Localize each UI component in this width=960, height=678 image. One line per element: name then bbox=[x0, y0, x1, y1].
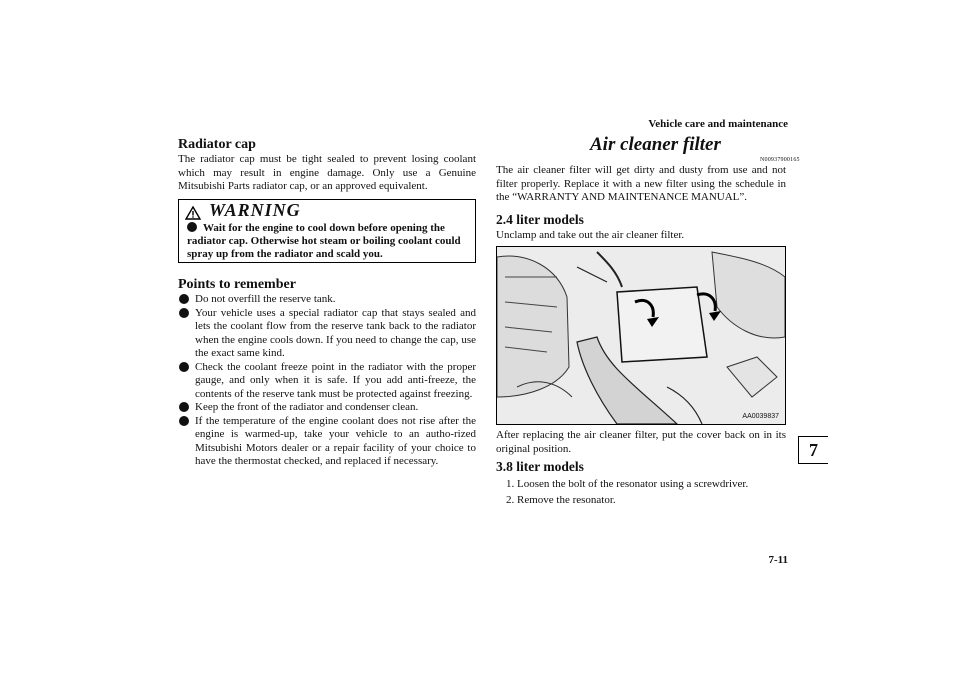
list-item-text: Keep the front of the radiator and condenser clean. bbox=[195, 401, 419, 413]
list-item-text: If the temperature of the engine coolant does not rise after the engine is warmed-up, take your vehicle to an autho-rized Mitsubishi Motors dealer or a repair facility of your choice to have the thermostat checked, and replaced if necessary. bbox=[195, 414, 476, 467]
list-item bbox=[178, 307, 476, 361]
warning-box bbox=[178, 199, 476, 263]
list-item-text: Your vehicle uses a special radiator cap that stays sealed and lets the coolant flow from the reserve tank back to the radiator when the engine cools down. If you need to change the cap, use the exact same kind. bbox=[195, 306, 476, 359]
list-item: 2. Remove the resonator. bbox=[506, 494, 616, 506]
heading-24-liter: 2.4 liter models bbox=[496, 212, 584, 227]
bullet-icon bbox=[179, 402, 189, 412]
list-item-text: Do not overfill the reserve tank. bbox=[195, 293, 336, 305]
warning-title: WARNING bbox=[209, 200, 301, 220]
chapter-tab: 7 bbox=[798, 436, 828, 464]
warning-text-content: Wait for the engine to cool down before opening the radiator cap. Otherwise hot steam or boiling coolant could spray up from the radiator and scald you. bbox=[187, 222, 461, 260]
heading-38-liter: 3.8 liter models bbox=[496, 459, 584, 474]
warning-triangle-icon bbox=[185, 206, 201, 220]
bullet-icon bbox=[179, 416, 189, 426]
list-item bbox=[178, 361, 476, 402]
engine-photo bbox=[496, 246, 786, 425]
after-image-text: After replacing the air cleaner filter, put the cover back on in its original position. bbox=[496, 429, 786, 455]
section-title: Air cleaner filter bbox=[590, 134, 721, 155]
points-list bbox=[178, 293, 476, 469]
radiator-cap-heading: Radiator cap bbox=[178, 137, 256, 152]
list-item bbox=[178, 415, 476, 469]
text-24-liter: Unclamp and take out the air cleaner filter. bbox=[496, 229, 685, 241]
image-code: AA0039837 bbox=[742, 413, 779, 420]
bullet-icon bbox=[179, 308, 189, 318]
list-item bbox=[178, 401, 476, 415]
bullet-icon bbox=[179, 362, 189, 372]
steps-list bbox=[506, 476, 748, 508]
running-header: Vehicle care and maintenance bbox=[648, 118, 788, 130]
intro-text: The air cleaner filter will get dirty and dusty from use and not filter properly. Replace it with a new filter using the schedule in the “WARRANTY AND MAINTENANCE MANUAL”. bbox=[496, 164, 786, 203]
points-heading: Points to remember bbox=[178, 277, 296, 292]
page-number: 7-11 bbox=[768, 554, 788, 566]
radiator-cap-text: The radiator cap must be tight sealed to prevent losing coolant which may result in engine damage. Only use a Genuine Mitsubishi Parts radiator cap, or an approved equivalent. bbox=[178, 153, 476, 192]
bullet-icon bbox=[187, 222, 197, 232]
list-item bbox=[178, 293, 476, 307]
list-item: 1. Loosen the bolt of the resonator using a screwdriver. bbox=[506, 478, 749, 490]
engine-illustration bbox=[497, 247, 785, 424]
warning-text bbox=[187, 222, 467, 261]
bullet-icon bbox=[179, 294, 189, 304]
list-item-text: Check the coolant freeze point in the radiator with the proper gauge, and only when it is safe. If you add anti-freeze, the contents of the reserve tank must be protected against freezing. bbox=[195, 360, 476, 400]
section-code: N00937900165 bbox=[760, 157, 800, 163]
